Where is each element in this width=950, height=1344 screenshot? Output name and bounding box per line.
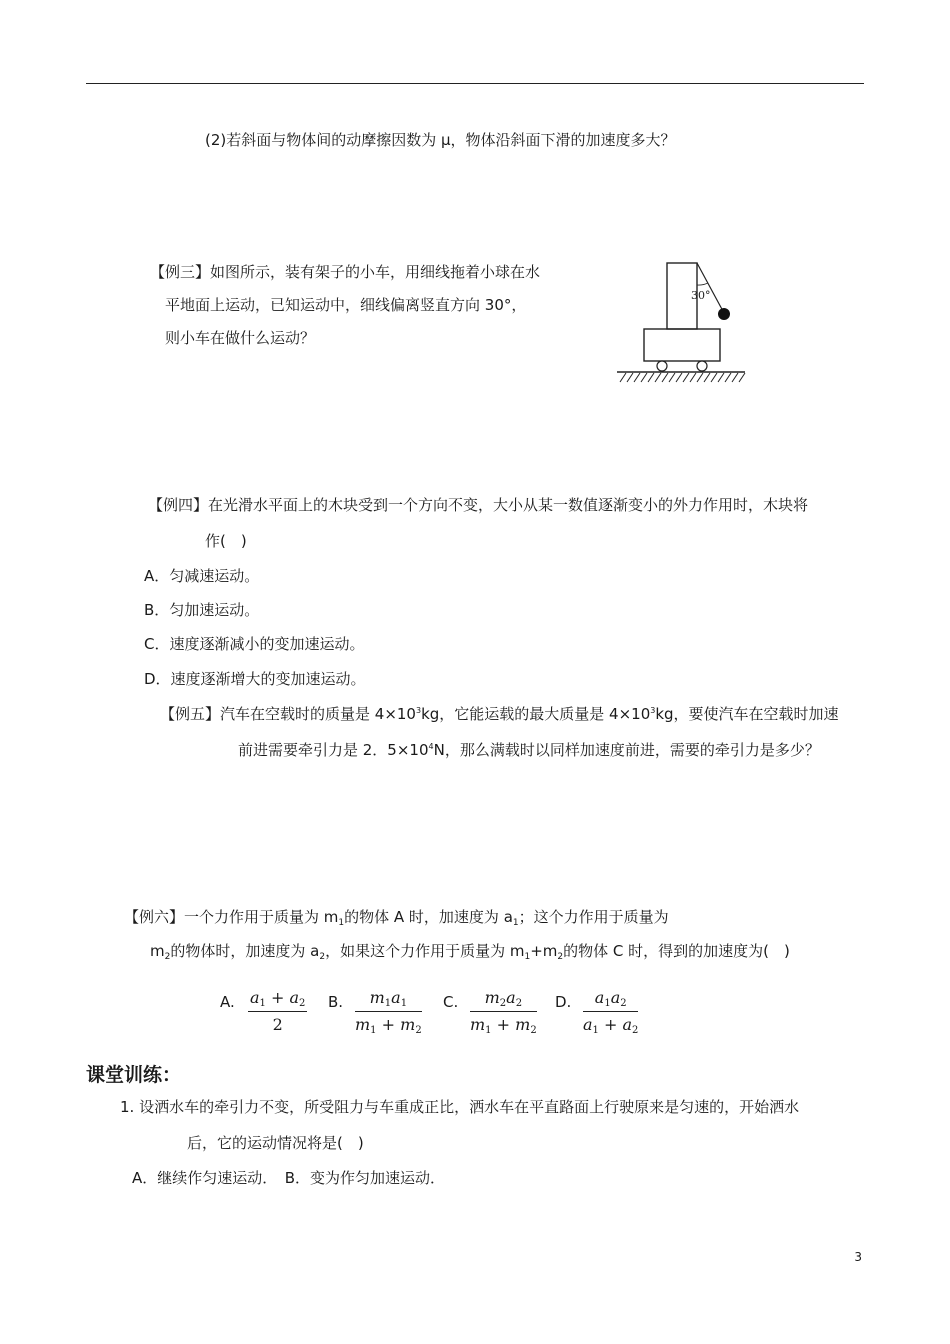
cart-pendulum-figure xyxy=(612,255,752,390)
example-6-option-c-label: C. xyxy=(443,993,459,1011)
question-2: (2)若斜面与物体间的动摩擦因数为 μ，物体沿斜面下滑的加速度多大？ xyxy=(205,131,676,149)
example-4-line-2: 作( ) xyxy=(205,532,247,550)
example-5-line-1: 【例五】汽车在空载时的质量是 $4\times 10^3kg$，它能运载的最大质量是 $4\times 10^3kg$，要使汽车在空载时加速 xyxy=(160,705,839,723)
training-heading: 课堂训练： xyxy=(86,1064,182,1086)
training-q1-options: A．继续作匀速运动． B．变为作匀加速运动． xyxy=(132,1169,446,1187)
example-6-option-a-label: A. xyxy=(220,993,235,1011)
formula-option-b: $\frac{m1a1}{m1 + m2}$ xyxy=(355,988,422,1036)
example-3-line-2: 平地面上运动，已知运动中，细线偏离竖直方向 30°， xyxy=(165,296,527,314)
formula-option-a: $\frac{a1 + a2}{2}$ xyxy=(250,988,306,1034)
example-4-option-b: B．匀加速运动。 xyxy=(144,601,260,619)
example-4-option-d: D．速度逐渐增大的变加速运动。 xyxy=(144,670,366,688)
example-6-line-1: 【例六】一个力作用于质量为 $m_1$的物体 A 时，加速度为 $a_1$；这个力作用于质量为 xyxy=(124,908,669,928)
example-3-line-3: 则小车在做什么运动？ xyxy=(165,329,316,347)
example-6-line-2: $m_2$的物体时，加速度为 $a_2$，如果这个力作用于质量为 $m_1+m_2$的物体 C 时，得到的加速度为( ) xyxy=(150,942,790,962)
example-3-line-1: 【例三】如图所示，装有架子的小车，用细线拖着小球在水 xyxy=(150,263,541,281)
formula-option-c: $\frac{m2a2}{m1 + m2}$ xyxy=(470,988,537,1036)
angle-label: 30° xyxy=(691,289,711,302)
formula-option-d: $\frac{a1a2}{a1 + a2}$ xyxy=(583,988,639,1036)
example-6-option-b-label: B. xyxy=(328,993,344,1011)
page-number: 3 xyxy=(854,1250,862,1264)
header-rule xyxy=(86,83,864,84)
training-q1-line-1: 1. 设洒水车的牵引力不变，所受阻力与车重成正比，洒水车在平直路面上行驶原来是匀速的，开始洒水 xyxy=(120,1098,800,1116)
example-6-option-d-label: D. xyxy=(555,993,572,1011)
training-q1-line-2: 后，它的运动情况将是( ) xyxy=(187,1134,364,1152)
example-4-option-a: A．匀减速运动。 xyxy=(144,567,260,585)
example-5-line-2: 前进需要牵引力是 2．$5\times 10^4N$，那么满载时以同样加速度前进，需要的牵引力是多少？ xyxy=(238,741,820,759)
example-4-line-1: 【例四】在光滑水平面上的木块受到一个方向不变，大小从某一数值逐渐变小的外力作用时，木块将 xyxy=(148,496,809,514)
ball-shape xyxy=(718,308,730,320)
example-4-option-c: C．速度逐渐减小的变加速运动。 xyxy=(144,635,365,653)
